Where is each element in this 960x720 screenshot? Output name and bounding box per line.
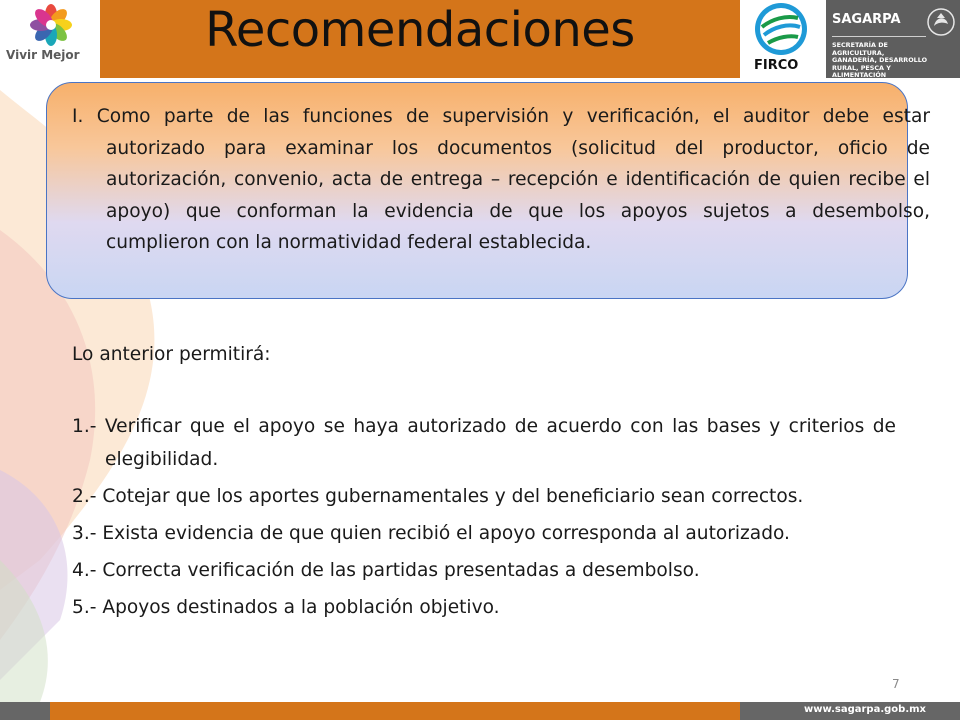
list-item: 5.- Apoyos destinados a la población objetivo. (72, 597, 500, 618)
firco-label: FIRCO (754, 58, 799, 73)
footer-bar (0, 702, 960, 720)
sagarpa-subtitle: SECRETARÍA DE AGRICULTURA, GANADERÍA, DESARROLLO RURAL, PESCA Y ALIMENTACIÓN (832, 41, 928, 79)
firco-emblem-icon (748, 1, 814, 59)
vivir-mejor-logo (0, 0, 100, 78)
list-item: 3.- Exista evidencia de que quien recibió el apoyo corresponda al autorizado. (72, 523, 790, 544)
page-number: 7 (892, 677, 900, 691)
footer-left-segment (0, 702, 50, 720)
firco-logo (744, 0, 818, 78)
list-item: 4.- Correcta verificación de las partidas presentadas a desembolso. (72, 560, 700, 581)
highlight-paragraph: I. Como parte de las funciones de supervisión y verificación, el auditor debe estar autorizado para examinar los documentos (solicitud del productor, oficio de autorización, convenio, acta de entrega – recepción e identificación de quien recibe el apoyo) que conforman la evidencia de que los apoyos sujetos a desembolso, cumplieron con la normatividad federal establecida. (72, 106, 930, 254)
sagarpa-title: SAGARPA (832, 12, 901, 27)
list-item: 2.- Cotejar que los aportes gubernamentales y del beneficiario sean correctos. (72, 486, 804, 507)
title-bar (100, 0, 740, 78)
lead-text: Lo anterior permitirá: (72, 344, 271, 365)
vivir-mejor-label: Vivir Mejor (6, 48, 80, 62)
recommendation-list (72, 410, 896, 628)
footer-right-segment (740, 702, 960, 720)
list-item: 1.- Verificar que el apoyo se haya autorizado de acuerdo con las bases y criterios de elegibilidad. (72, 416, 896, 470)
footer-orange-segment (50, 702, 740, 720)
sagarpa-divider (832, 36, 926, 37)
page-title: Recomendaciones (205, 2, 635, 58)
sagarpa-logo (826, 0, 960, 78)
footer-url-link[interactable]: www.sagarpa.gob.mx (804, 704, 926, 715)
mexico-eagle-seal-icon (926, 6, 956, 38)
vivir-mejor-flower-icon (26, 3, 76, 49)
